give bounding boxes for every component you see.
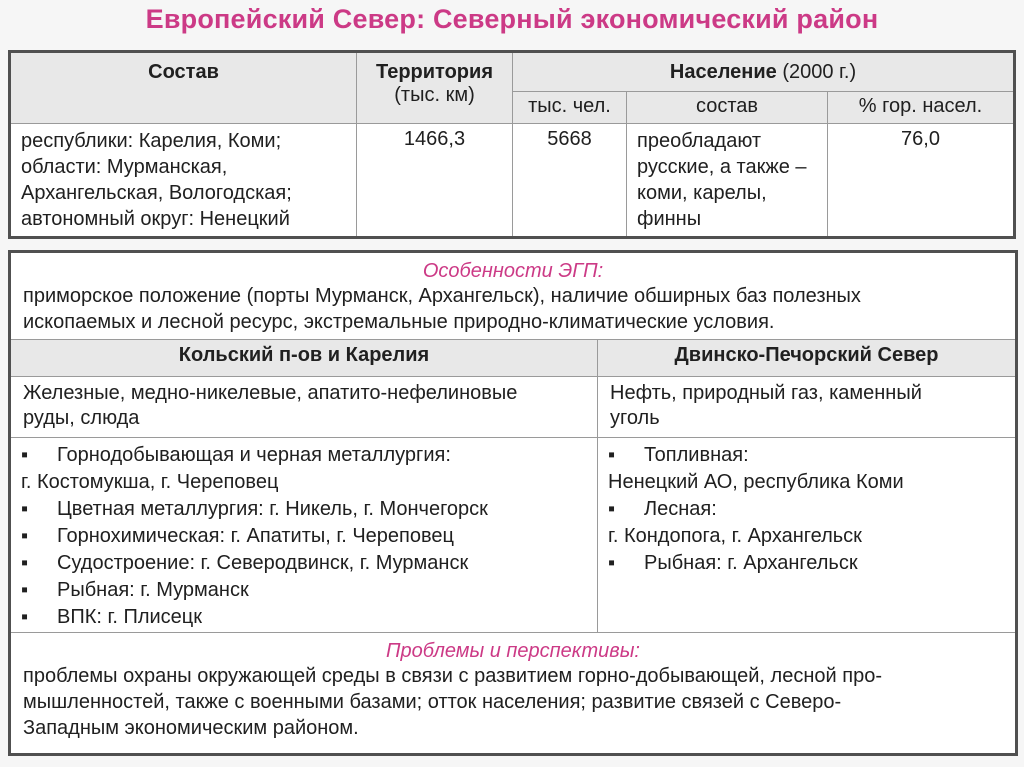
header-pop-structure: состав bbox=[627, 92, 828, 124]
regions-grid bbox=[11, 339, 1015, 632]
list-item: ▪ Горнодобывающая и черная металлургия: bbox=[21, 444, 451, 466]
details-box bbox=[8, 250, 1018, 756]
problems-text: проблемы охраны окружающей среды в связи с развитием горно-добывающей, лесной про- мышленностей, также с военными базами; отток населения; развитие связей с Северо- Западным экономическим районом. bbox=[23, 665, 882, 739]
list-item-sub: г. Кондопога, г. Архангельск bbox=[608, 525, 862, 547]
list-item: ▪ Цветная металлургия: г. Никель, г. Мончегорск bbox=[21, 498, 488, 520]
region-right-title: Двинско-Печорский Север bbox=[598, 340, 1015, 376]
region-left-industries bbox=[11, 437, 597, 632]
problems-title: Проблемы и перспективы: bbox=[386, 640, 640, 662]
list-item: ▪ Горнохимическая: г. Апатиты, г. Череповец bbox=[21, 525, 454, 547]
region-right bbox=[597, 340, 1015, 632]
cell-structure: преобладают русские, а также – коми, карелы, финны bbox=[627, 124, 828, 238]
header-composition: Состав bbox=[10, 52, 357, 124]
cell-territory: 1466,3 bbox=[357, 124, 513, 238]
region-left-title: Кольский п-ов и Карелия bbox=[11, 340, 597, 376]
problems-section bbox=[11, 632, 1015, 741]
list-item: ▪ Судостроение: г. Северодвинск, г. Мурманск bbox=[21, 552, 469, 574]
egp-text: приморское положение (порты Мурманск, Архангельск), наличие обширных баз полезных ископаемых и лесной ресурс, экстремальные природно-климатические условия. bbox=[23, 285, 861, 333]
list-item-sub: г. Костомукша, г. Череповец bbox=[21, 471, 279, 493]
list-item: ▪ Топливная: bbox=[608, 444, 749, 466]
summary-table bbox=[8, 50, 1016, 239]
region-left bbox=[11, 340, 597, 632]
header-pop-thousands: тыс. чел. bbox=[513, 92, 627, 124]
cell-population: 5668 bbox=[513, 124, 627, 238]
region-right-industries bbox=[598, 437, 1015, 632]
list-item: ▪ Лесная: bbox=[608, 498, 717, 520]
header-urban-percent: % гор. насел. bbox=[828, 92, 1015, 124]
page-title: Европейский Север: Северный экономический район bbox=[145, 4, 879, 34]
list-item: ▪ Рыбная: г. Архангельск bbox=[608, 552, 858, 574]
region-left-resources: Железные, медно-никелевые, апатито-нефелиновые руды, слюда bbox=[11, 376, 597, 437]
header-population: Население (2000 г.) bbox=[513, 52, 1015, 92]
cell-composition: республики: Карелия, Коми; области: Мурманская, Архангельская, Вологодская; автономный округ: Ненецкий bbox=[10, 124, 357, 238]
list-item-sub: Ненецкий АО, республика Коми bbox=[608, 471, 904, 493]
list-item: ▪ ВПК: г. Плисецк bbox=[21, 606, 202, 628]
egp-title: Особенности ЭГП: bbox=[422, 260, 604, 282]
header-territory: Территория (тыс. км) bbox=[357, 52, 513, 124]
region-right-resources: Нефть, природный газ, каменный уголь bbox=[598, 376, 1015, 437]
list-item: ▪ Рыбная: г. Мурманск bbox=[21, 579, 249, 601]
cell-urban: 76,0 bbox=[828, 124, 1015, 238]
